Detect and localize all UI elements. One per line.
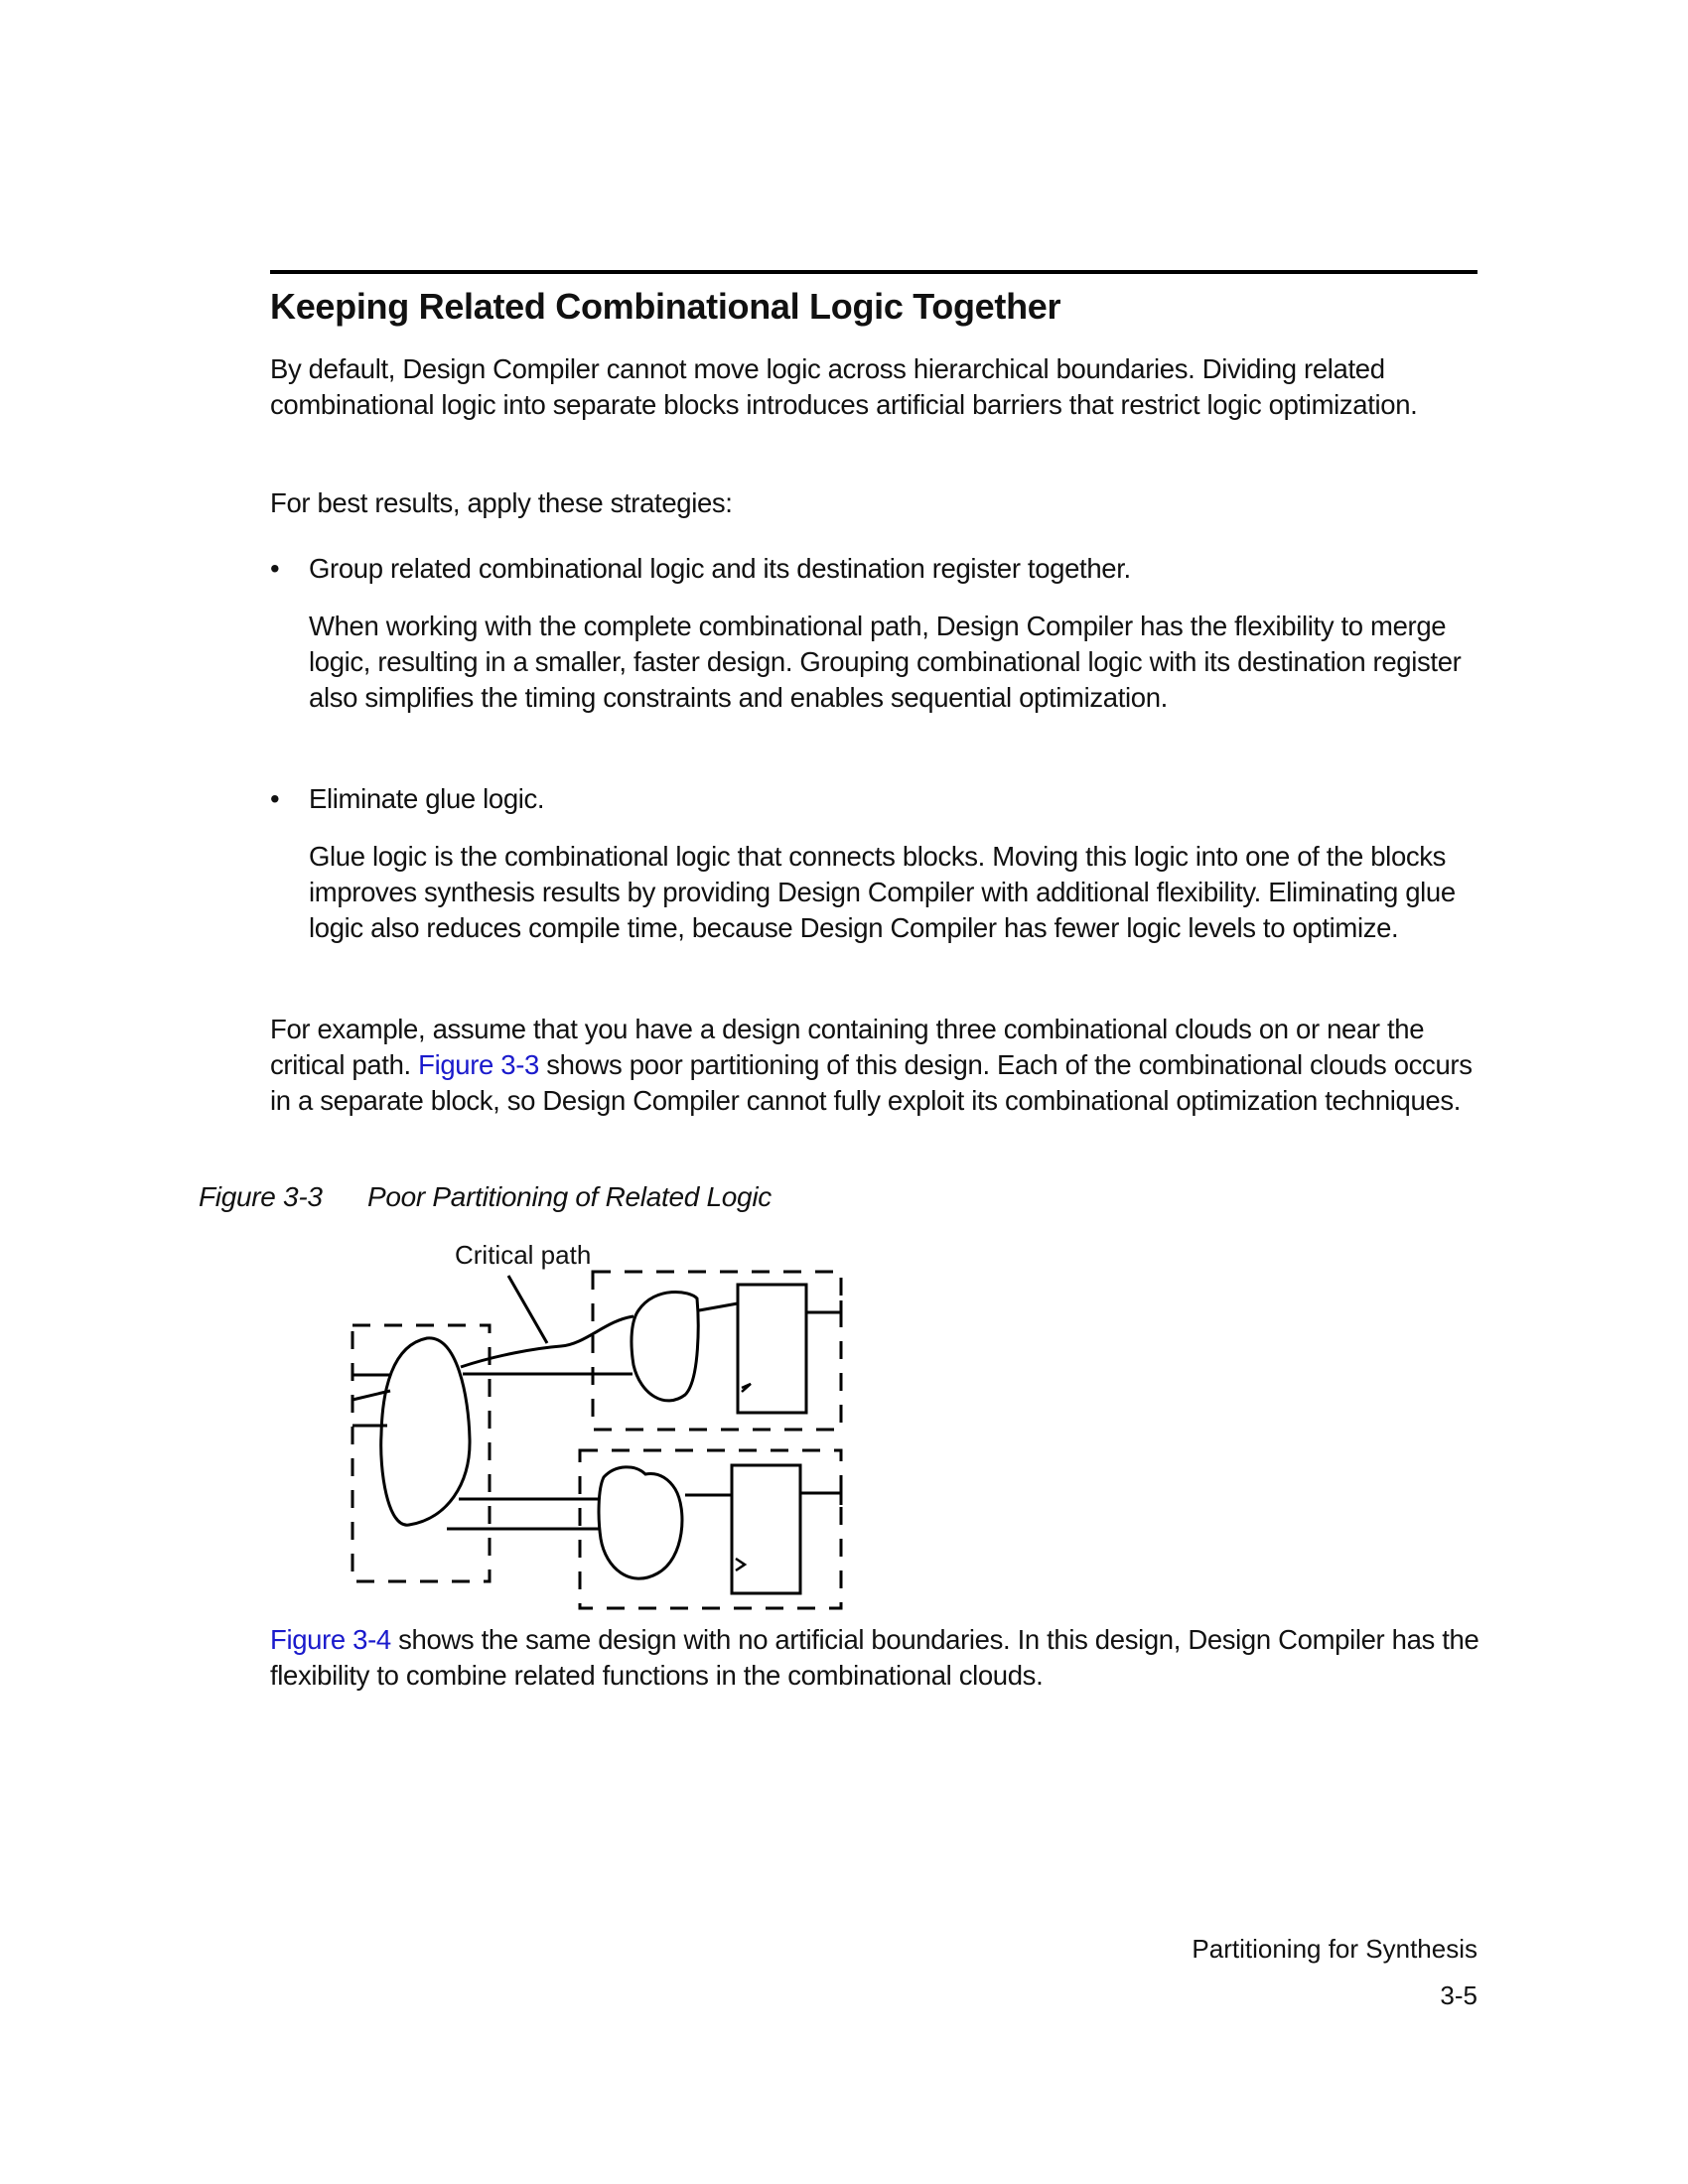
figure-3-4-link[interactable]: Figure 3-4: [270, 1624, 391, 1655]
bullet-label: Group related combinational logic and its destination register together.: [309, 553, 1131, 584]
section-heading: Keeping Related Combinational Logic Together: [270, 286, 1061, 327]
partitioning-diagram: [338, 1221, 993, 1618]
top-logic-cloud: [632, 1292, 698, 1400]
bottom-logic-cloud: [599, 1467, 682, 1578]
bullet-detail: When working with the complete combinational path, Design Compiler has the flexibility to merge logic, resulting in a smaller, faster design. Grouping combinational logic with its destination register also simplifies the timing constraints and enables sequential optimization.: [309, 611, 1462, 713]
example-text-post: shows poor partitioning of this design. Each of the combinational clouds occurs in a separate block, so Design Compiler cannot fully exploit its combinational optimization techniques.: [270, 1049, 1473, 1116]
bullet-icon: •: [270, 553, 280, 584]
bullet-icon: •: [270, 783, 280, 814]
bullet-detail: Glue logic is the combinational logic that connects blocks. Moving this logic into one of the blocks improves synthesis results by providing Design Compiler with additional flexibility. Eliminating glue logic also reduces compile time, because Design Compiler has fewer logic levels to optimize.: [309, 841, 1456, 943]
footer-page-number: 3-5: [1440, 1980, 1477, 2010]
bottom-register: [732, 1465, 800, 1593]
example-text-pre: For example, assume that you have a design containing three combinational clouds on or near the critical path.: [270, 1014, 1425, 1080]
figure-number: Figure 3-3: [199, 1181, 323, 1212]
critical-path-label: Critical path: [455, 1240, 592, 1270]
followup-paragraph: [270, 1622, 1481, 1694]
followup-text: shows the same design with no artificial boundaries. In this design, Design Compiler has the flexibility to combine related functions in the combinational clouds.: [270, 1624, 1479, 1691]
strategies-lead: For best results, apply these strategies:: [270, 487, 733, 518]
figure-caption: [199, 1181, 772, 1213]
bullet-label: Eliminate glue logic.: [309, 783, 545, 814]
intro-paragraph: By default, Design Compiler cannot move logic across hierarchical boundaries. Dividing related combinational logic into separate blocks introduces artificial barriers that restrict logic optimization.: [270, 353, 1418, 420]
top-register: [738, 1285, 806, 1413]
left-logic-cloud: [381, 1338, 470, 1525]
bottom-right-block-boundary: [580, 1450, 841, 1608]
figure-title: Poor Partitioning of Related Logic: [367, 1181, 772, 1212]
section-rule: [270, 270, 1477, 274]
footer-chapter-title: Partitioning for Synthesis: [1192, 1934, 1477, 1964]
top-right-block-boundary: [593, 1272, 841, 1430]
example-paragraph: [270, 1012, 1481, 1119]
figure-3-3-link[interactable]: Figure 3-3: [418, 1049, 539, 1080]
